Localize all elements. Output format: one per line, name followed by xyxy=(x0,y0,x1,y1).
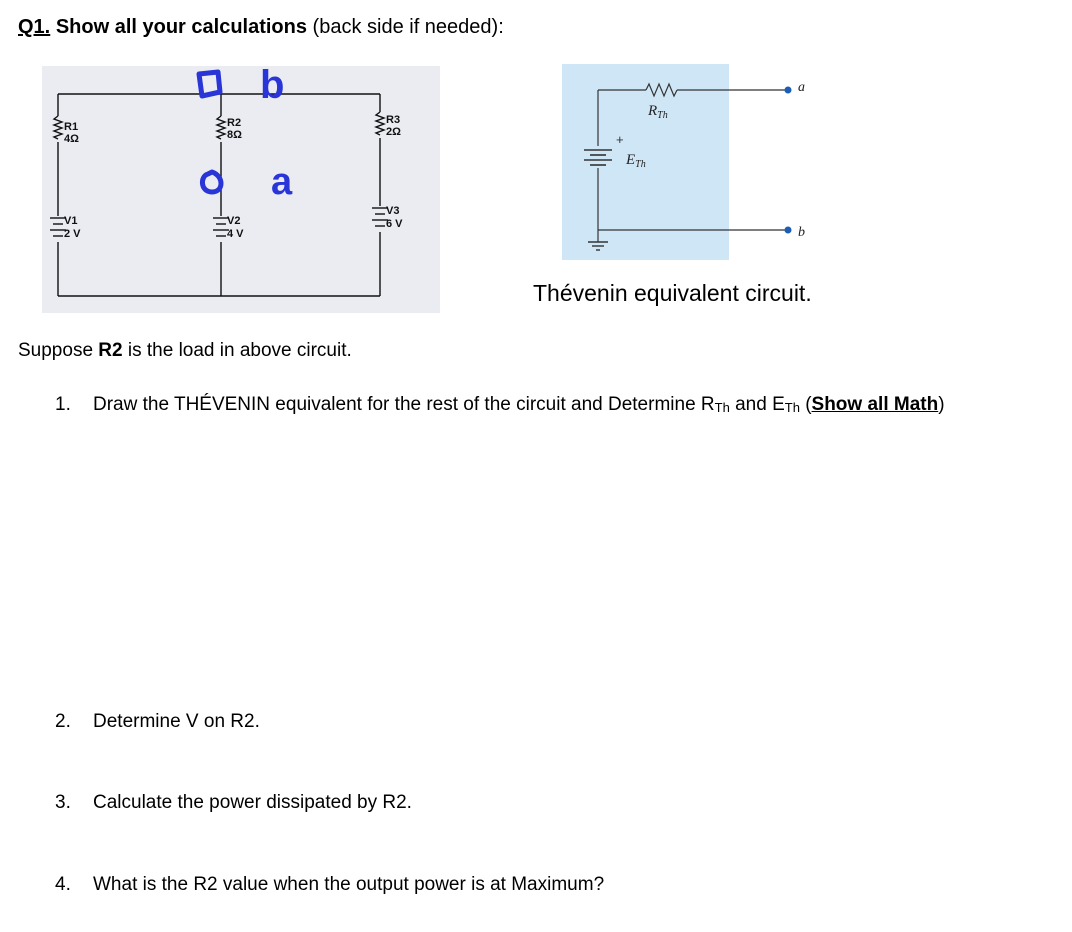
question-1 xyxy=(55,394,945,416)
heading-rest: (back side if needed): xyxy=(306,16,504,38)
intro-load-name: R2 xyxy=(98,340,123,361)
question-3 xyxy=(55,792,412,814)
question-2 xyxy=(55,711,260,733)
paren-close: ) xyxy=(938,394,945,415)
original-circuit-diagram xyxy=(42,66,440,313)
r2-value: 8Ω xyxy=(227,129,242,141)
intro-before: Suppose xyxy=(18,340,99,361)
question-heading xyxy=(18,16,504,39)
thevenin-caption: Thévenin equivalent circuit. xyxy=(533,280,812,306)
handwritten-a: a xyxy=(271,161,293,203)
terminal-b-dot xyxy=(785,227,792,234)
r2-name: R2 xyxy=(227,117,242,129)
question-2-number: 2. xyxy=(55,711,71,732)
v2-value: 4 V xyxy=(227,228,244,240)
paren-open: ( xyxy=(799,394,812,415)
question-2-text: Determine V on R2. xyxy=(93,711,260,732)
terminal-a-dot xyxy=(785,87,792,94)
thevenin-diagram xyxy=(562,64,824,260)
terminal-a-label: a xyxy=(798,80,805,95)
r1-name: R1 xyxy=(64,121,79,133)
terminal-b-label: b xyxy=(798,225,805,240)
heading-emphasis: Show all your calculations xyxy=(55,16,307,38)
v2-name: V2 xyxy=(227,215,241,227)
r3-name: R3 xyxy=(386,114,401,126)
r1-value: 4Ω xyxy=(64,133,79,145)
question-3-text: Calculate the power dissipated by R2. xyxy=(93,792,412,813)
eth-label: $E_{Th}$ xyxy=(626,152,646,170)
v3-name: V3 xyxy=(386,205,400,217)
v3-value: 6 V xyxy=(386,218,403,230)
question-1-number: 1. xyxy=(55,394,71,415)
question-1-mid: and E xyxy=(729,394,785,415)
eth-subscript: Th xyxy=(784,400,800,415)
intro-sentence xyxy=(18,340,352,362)
r3-value: 2Ω xyxy=(386,126,401,138)
intro-after: is the load in above circuit. xyxy=(122,340,352,361)
question-number: Q1. xyxy=(18,16,51,38)
plus-sign: + xyxy=(616,132,624,147)
rth-label: $R_{Th}$ xyxy=(648,103,668,121)
question-4-text: What is the R2 value when the output power is at Maximum? xyxy=(93,874,605,895)
v1-value: 2 V xyxy=(64,228,81,240)
handwritten-b: b xyxy=(260,66,285,107)
question-4-number: 4. xyxy=(55,874,71,895)
question-1-text: Draw the THÉVENIN equivalent for the rest of the circuit and Determine R xyxy=(93,394,715,415)
v1-name: V1 xyxy=(64,215,78,227)
question-3-number: 3. xyxy=(55,792,71,813)
show-all-math: Show all Math xyxy=(811,394,939,415)
question-4 xyxy=(55,874,604,896)
rth-subscript: Th xyxy=(714,400,730,415)
